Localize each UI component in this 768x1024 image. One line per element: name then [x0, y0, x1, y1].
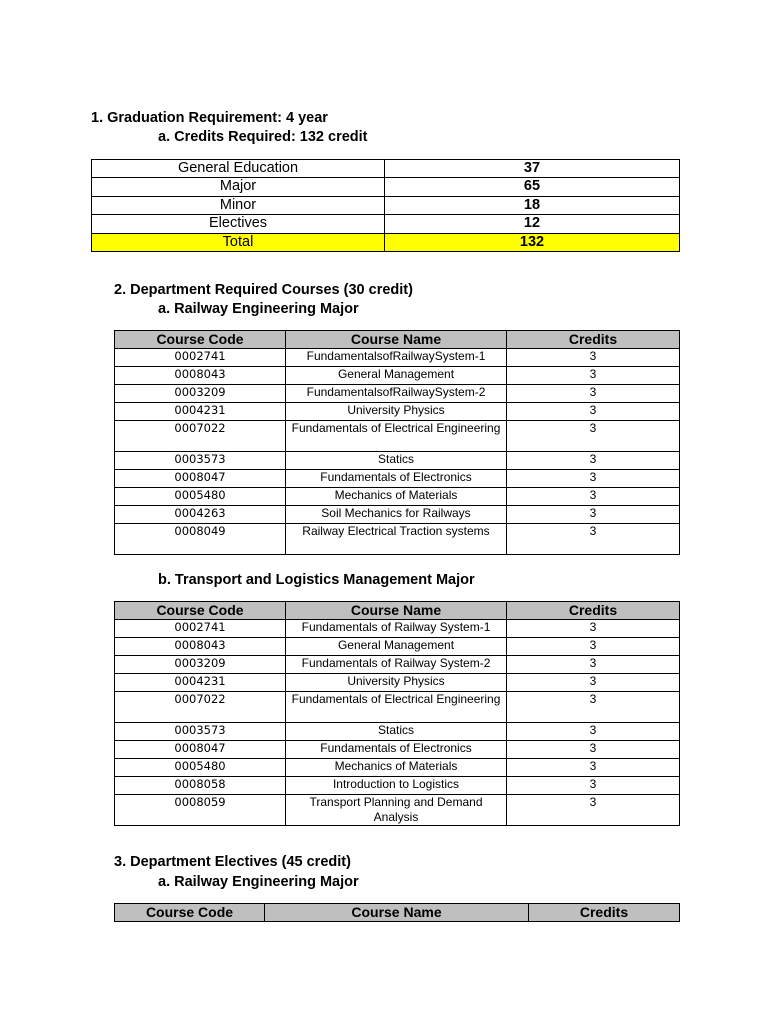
- logistics-major-heading: b. Transport and Logistics Management Major: [158, 572, 475, 588]
- course-name-cell: Statics: [286, 723, 507, 741]
- credits-cell: 3: [507, 385, 680, 403]
- course-code-cell: 0008049: [115, 524, 286, 555]
- course-name-cell: FundamentalsofRailwaySystem-2: [286, 385, 507, 403]
- col-header-credits: Credits: [507, 602, 680, 620]
- course-code-cell: 0004263: [115, 506, 286, 524]
- course-name-cell: Introduction to Logistics: [286, 777, 507, 795]
- summary-value: 18: [385, 196, 680, 214]
- col-header-course-code: Course Code: [115, 331, 286, 349]
- course-code-cell: 0008043: [115, 367, 286, 385]
- section-3-heading: 3. Department Electives (45 credit): [114, 854, 351, 870]
- credits-cell: 3: [507, 367, 680, 385]
- summary-value: 37: [385, 160, 680, 178]
- summary-row: [92, 160, 680, 178]
- course-code-cell: 0005480: [115, 759, 286, 777]
- credits-cell: 3: [507, 421, 680, 452]
- course-code-cell: 0002741: [115, 349, 286, 367]
- table-row: [115, 723, 680, 741]
- table-row: [115, 452, 680, 470]
- col-header-course-name: Course Name: [265, 904, 529, 922]
- table-row: [115, 367, 680, 385]
- table-row: [115, 638, 680, 656]
- credits-cell: 3: [507, 692, 680, 723]
- table-row: [115, 620, 680, 638]
- electives-courses-table: [114, 903, 680, 922]
- summary-row: [92, 178, 680, 196]
- table-row: [115, 777, 680, 795]
- col-header-credits: Credits: [507, 331, 680, 349]
- course-code-cell: 0003209: [115, 656, 286, 674]
- credits-cell: 3: [507, 777, 680, 795]
- col-header-course-code: Course Code: [115, 602, 286, 620]
- course-code-cell: 0008043: [115, 638, 286, 656]
- summary-label: Minor: [92, 196, 385, 214]
- course-code-cell: 0004231: [115, 403, 286, 421]
- summary-value: 132: [385, 233, 680, 251]
- summary-row: [92, 233, 680, 251]
- credits-cell: 3: [507, 524, 680, 555]
- course-code-cell: 0008047: [115, 741, 286, 759]
- logistics-courses-table: [114, 601, 680, 826]
- col-header-course-code: Course Code: [115, 904, 265, 922]
- summary-value: 12: [385, 215, 680, 233]
- course-name-cell: Fundamentals of Railway System-2: [286, 656, 507, 674]
- course-code-cell: 0005480: [115, 488, 286, 506]
- course-name-cell: Fundamentals of Electronics: [286, 741, 507, 759]
- course-name-cell: Transport Planning and Demand Analysis: [286, 795, 507, 826]
- course-code-cell: 0003573: [115, 452, 286, 470]
- credits-cell: 3: [507, 795, 680, 826]
- credits-cell: 3: [507, 506, 680, 524]
- summary-value: 65: [385, 178, 680, 196]
- course-name-cell: Fundamentals of Electrical Engineering: [286, 692, 507, 723]
- course-code-cell: 0004231: [115, 674, 286, 692]
- course-code-cell: 0008047: [115, 470, 286, 488]
- col-header-course-name: Course Name: [286, 602, 507, 620]
- summary-label: General Education: [92, 160, 385, 178]
- credits-cell: 3: [507, 759, 680, 777]
- table-row: [115, 470, 680, 488]
- summary-label: Major: [92, 178, 385, 196]
- credits-cell: 3: [507, 638, 680, 656]
- credits-cell: 3: [507, 620, 680, 638]
- course-code-cell: 0003209: [115, 385, 286, 403]
- course-name-cell: Mechanics of Materials: [286, 759, 507, 777]
- course-code-cell: 0008059: [115, 795, 286, 826]
- table-row: [115, 421, 680, 452]
- table-row: [115, 795, 680, 826]
- section-2-heading: 2. Department Required Courses (30 credit): [114, 282, 413, 298]
- course-name-cell: Mechanics of Materials: [286, 488, 507, 506]
- credits-cell: 3: [507, 741, 680, 759]
- table-row: [115, 403, 680, 421]
- summary-label: Total: [92, 233, 385, 251]
- credits-cell: 3: [507, 452, 680, 470]
- course-name-cell: Fundamentals of Electrical Engineering: [286, 421, 507, 452]
- credits-cell: 3: [507, 488, 680, 506]
- table-row: [115, 488, 680, 506]
- table-row: [115, 524, 680, 555]
- summary-label: Electives: [92, 215, 385, 233]
- credits-cell: 3: [507, 470, 680, 488]
- course-code-cell: 0002741: [115, 620, 286, 638]
- course-code-cell: 0007022: [115, 421, 286, 452]
- summary-row: [92, 196, 680, 214]
- col-header-credits: Credits: [529, 904, 680, 922]
- course-code-cell: 0003573: [115, 723, 286, 741]
- table-row: [115, 656, 680, 674]
- course-name-cell: FundamentalsofRailwaySystem-1: [286, 349, 507, 367]
- summary-row: [92, 215, 680, 233]
- credits-cell: 3: [507, 674, 680, 692]
- credits-cell: 3: [507, 403, 680, 421]
- course-name-cell: University Physics: [286, 674, 507, 692]
- course-name-cell: University Physics: [286, 403, 507, 421]
- col-header-course-name: Course Name: [286, 331, 507, 349]
- course-name-cell: Soil Mechanics for Railways: [286, 506, 507, 524]
- table-row: [115, 506, 680, 524]
- credits-cell: 3: [507, 723, 680, 741]
- section-1-heading: 1. Graduation Requirement: 4 year: [91, 110, 328, 126]
- table-row: [115, 759, 680, 777]
- credits-summary-table: [91, 159, 680, 252]
- course-name-cell: Railway Electrical Traction systems: [286, 524, 507, 555]
- table-row: [115, 349, 680, 367]
- railway-major-heading: a. Railway Engineering Major: [158, 301, 359, 317]
- course-name-cell: Fundamentals of Electronics: [286, 470, 507, 488]
- credits-required-heading: a. Credits Required: 132 credit: [158, 129, 368, 145]
- course-code-cell: 0008058: [115, 777, 286, 795]
- table-row: [115, 741, 680, 759]
- course-name-cell: General Management: [286, 638, 507, 656]
- credits-cell: 3: [507, 349, 680, 367]
- electives-railway-heading: a. Railway Engineering Major: [158, 874, 359, 890]
- railway-courses-table: [114, 330, 680, 555]
- course-name-cell: Statics: [286, 452, 507, 470]
- credits-cell: 3: [507, 656, 680, 674]
- course-name-cell: General Management: [286, 367, 507, 385]
- table-row: [115, 692, 680, 723]
- table-row: [115, 674, 680, 692]
- table-row: [115, 385, 680, 403]
- course-code-cell: 0007022: [115, 692, 286, 723]
- course-name-cell: Fundamentals of Railway System-1: [286, 620, 507, 638]
